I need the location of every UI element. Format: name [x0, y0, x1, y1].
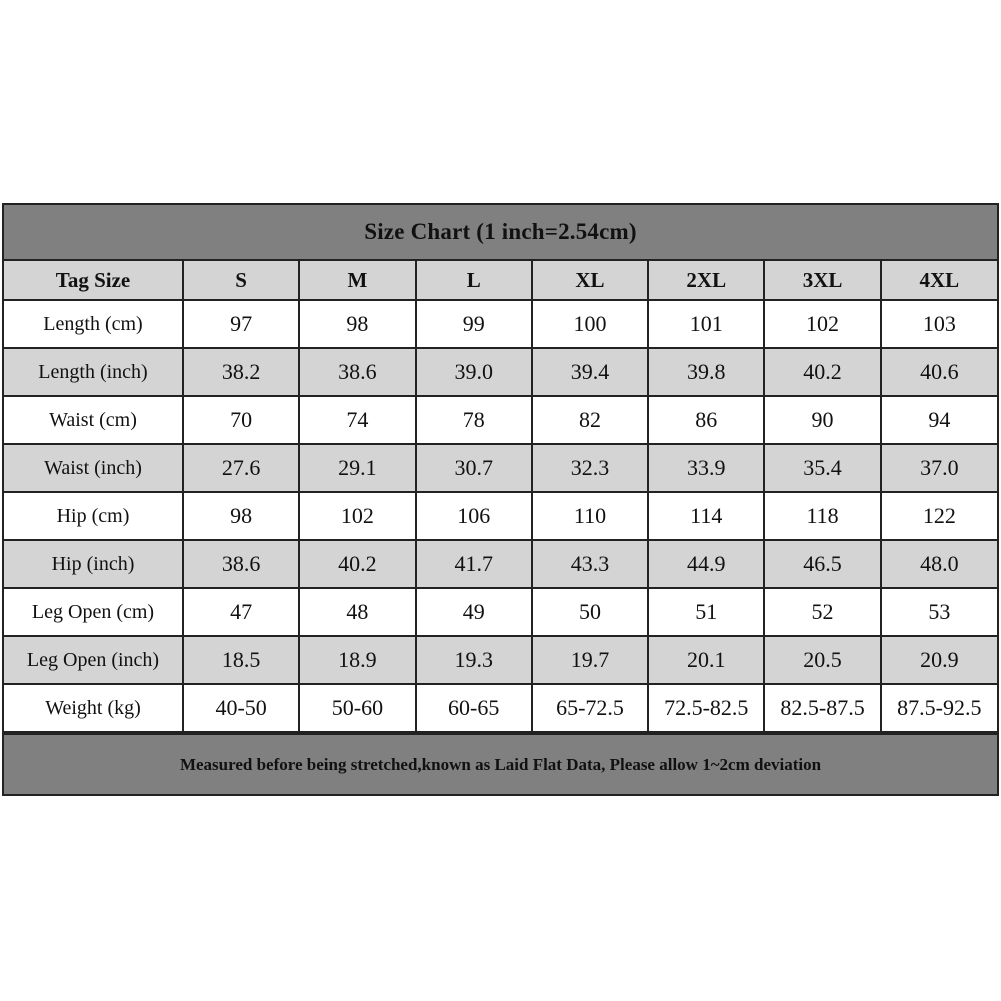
value-cell: 78 — [416, 396, 532, 444]
table-row — [4, 300, 997, 348]
value-cell: 103 — [881, 300, 997, 348]
value-cell: 53 — [881, 588, 997, 636]
value-cell: 49 — [416, 588, 532, 636]
row-label-cell: Hip (inch) — [4, 540, 183, 588]
value-cell: 110 — [532, 492, 648, 540]
value-cell: 90 — [764, 396, 880, 444]
value-cell: 82 — [532, 396, 648, 444]
table-row — [4, 492, 997, 540]
value-cell: 50 — [532, 588, 648, 636]
value-cell: 52 — [764, 588, 880, 636]
value-cell: 51 — [648, 588, 764, 636]
value-cell: 48.0 — [881, 540, 997, 588]
value-cell: 70 — [183, 396, 299, 444]
value-cell: 102 — [764, 300, 880, 348]
value-cell: 35.4 — [764, 444, 880, 492]
row-label-cell: Hip (cm) — [4, 492, 183, 540]
size-chart — [2, 203, 999, 796]
value-cell: 101 — [648, 300, 764, 348]
value-cell: 94 — [881, 396, 997, 444]
value-cell: 43.3 — [532, 540, 648, 588]
table-row — [4, 396, 997, 444]
value-cell: 37.0 — [881, 444, 997, 492]
value-cell: 27.6 — [183, 444, 299, 492]
header-cell: 2XL — [648, 261, 764, 300]
value-cell: 39.4 — [532, 348, 648, 396]
row-label-cell: Leg Open (inch) — [4, 636, 183, 684]
value-cell: 48 — [299, 588, 415, 636]
value-cell: 46.5 — [764, 540, 880, 588]
row-label-cell: Waist (inch) — [4, 444, 183, 492]
header-cell: S — [183, 261, 299, 300]
value-cell: 72.5-82.5 — [648, 684, 764, 732]
table-row — [4, 540, 997, 588]
header-cell: 3XL — [764, 261, 880, 300]
row-label-cell: Leg Open (cm) — [4, 588, 183, 636]
header-cell: 4XL — [881, 261, 997, 300]
value-cell: 122 — [881, 492, 997, 540]
chart-title: Size Chart (1 inch=2.54cm) — [4, 205, 997, 261]
row-label-cell: Waist (cm) — [4, 396, 183, 444]
value-cell: 106 — [416, 492, 532, 540]
value-cell: 87.5-92.5 — [881, 684, 997, 732]
value-cell: 40-50 — [183, 684, 299, 732]
header-cell: XL — [532, 261, 648, 300]
value-cell: 44.9 — [648, 540, 764, 588]
table-row — [4, 444, 997, 492]
value-cell: 19.7 — [532, 636, 648, 684]
value-cell: 60-65 — [416, 684, 532, 732]
value-cell: 41.7 — [416, 540, 532, 588]
header-row — [4, 261, 997, 300]
value-cell: 86 — [648, 396, 764, 444]
value-cell: 98 — [183, 492, 299, 540]
value-cell: 20.9 — [881, 636, 997, 684]
value-cell: 100 — [532, 300, 648, 348]
value-cell: 47 — [183, 588, 299, 636]
value-cell: 38.6 — [299, 348, 415, 396]
table-row — [4, 636, 997, 684]
value-cell: 102 — [299, 492, 415, 540]
value-cell: 74 — [299, 396, 415, 444]
value-cell: 19.3 — [416, 636, 532, 684]
value-cell: 82.5-87.5 — [764, 684, 880, 732]
table-row — [4, 348, 997, 396]
value-cell: 39.0 — [416, 348, 532, 396]
header-cell: Tag Size — [4, 261, 183, 300]
value-cell: 38.2 — [183, 348, 299, 396]
value-cell: 40.2 — [764, 348, 880, 396]
row-label-cell: Weight (kg) — [4, 684, 183, 732]
header-cell: L — [416, 261, 532, 300]
value-cell: 97 — [183, 300, 299, 348]
value-cell: 20.1 — [648, 636, 764, 684]
value-cell: 33.9 — [648, 444, 764, 492]
value-cell: 40.2 — [299, 540, 415, 588]
value-cell: 32.3 — [532, 444, 648, 492]
value-cell: 40.6 — [881, 348, 997, 396]
value-cell: 50-60 — [299, 684, 415, 732]
value-cell: 98 — [299, 300, 415, 348]
size-table — [4, 261, 997, 733]
value-cell: 114 — [648, 492, 764, 540]
value-cell: 38.6 — [183, 540, 299, 588]
value-cell: 29.1 — [299, 444, 415, 492]
value-cell: 39.8 — [648, 348, 764, 396]
value-cell: 99 — [416, 300, 532, 348]
row-label-cell: Length (inch) — [4, 348, 183, 396]
table-row — [4, 684, 997, 732]
value-cell: 18.9 — [299, 636, 415, 684]
table-row — [4, 588, 997, 636]
value-cell: 20.5 — [764, 636, 880, 684]
value-cell: 30.7 — [416, 444, 532, 492]
value-cell: 118 — [764, 492, 880, 540]
header-cell: M — [299, 261, 415, 300]
chart-footer-note: Measured before being stretched,known as Laid Flat Data, Please allow 1~2cm deviation — [4, 733, 997, 794]
value-cell: 18.5 — [183, 636, 299, 684]
row-label-cell: Length (cm) — [4, 300, 183, 348]
value-cell: 65-72.5 — [532, 684, 648, 732]
